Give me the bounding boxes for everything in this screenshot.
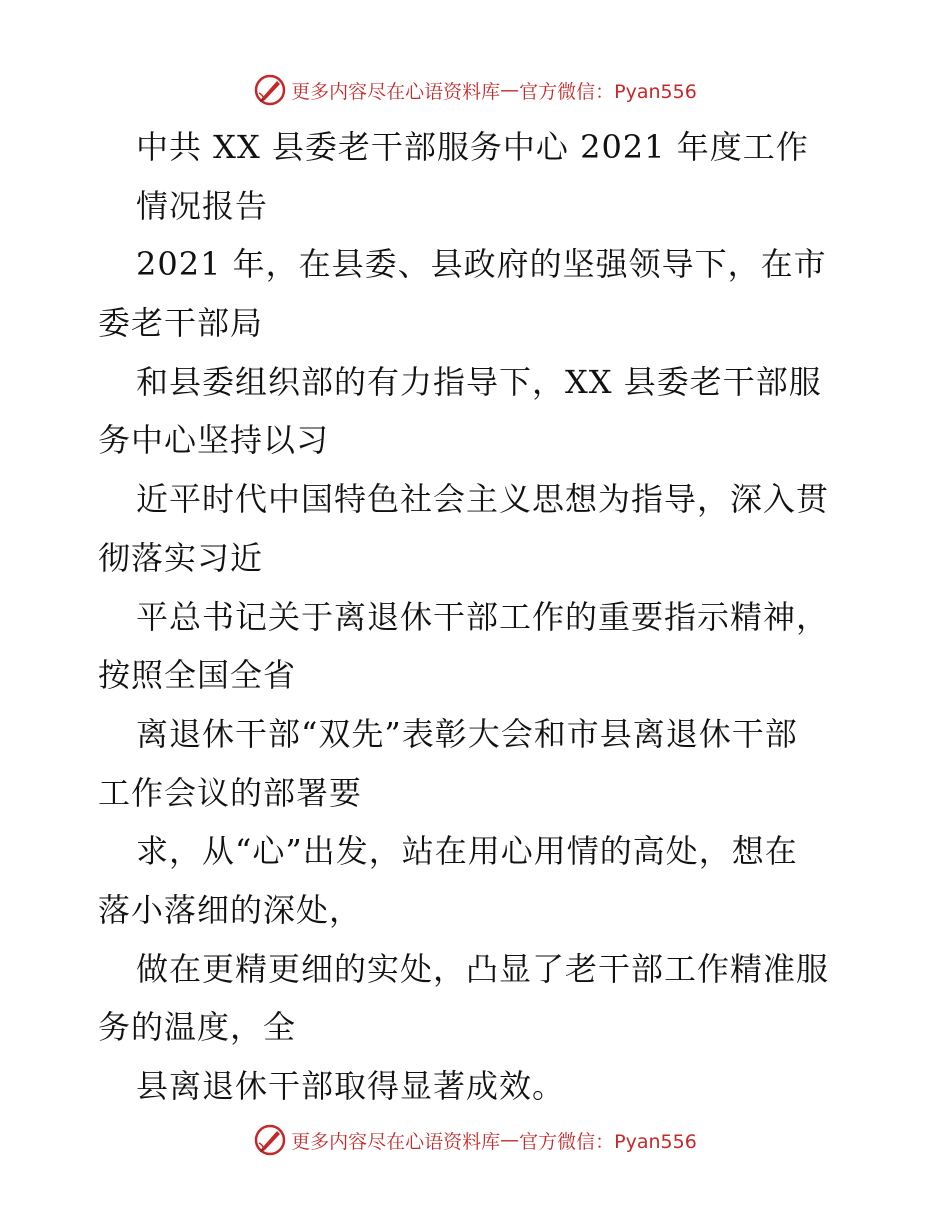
text-line: 求，从“心”出发，站在用心用情的高处，想在 <box>136 832 798 871</box>
text-line: 务中心坚持以习 <box>98 421 330 460</box>
text-line: 2021 年，在县委、县政府的坚强领导下，在市 <box>136 245 827 284</box>
text-line: 县离退休干部取得显著成效。 <box>136 1067 566 1105</box>
footer-watermark <box>0 1120 950 1160</box>
watermark-separator: — <box>500 79 520 101</box>
text-line: 务的温度，全 <box>98 1008 297 1047</box>
document-body <box>98 118 858 1116</box>
text-line: 情况报告 <box>136 186 269 225</box>
text-line: 做在更精更细的实处，凸显了老干部工作精准服 <box>136 949 830 988</box>
text-line: 按照全国全省 <box>98 656 297 695</box>
quill-pen-logo <box>253 73 287 107</box>
watermark-main-text: 更多内容尽在心语资料库 <box>291 1130 501 1153</box>
text-line: 和县委组织部的有力指导下，XX 县委老干部服 <box>136 362 822 401</box>
text-line: 离退休干部“双先”表彰大会和市县离退休干部 <box>136 714 798 753</box>
watermark-main-text: 更多内容尽在心语资料库 <box>291 80 501 103</box>
text-line: 中共 XX 县委老干部服务中心 2021 年度工作 <box>136 128 809 166</box>
quill-pen-logo <box>253 1123 287 1157</box>
watermark-wechat-text: 官方微信：Pyan556 <box>519 80 697 103</box>
text-line: 委老干部局 <box>98 304 264 343</box>
text-line: 近平时代中国特色社会主义思想为指导，深入贯 <box>136 480 830 519</box>
text-line: 落小落细的深处， <box>98 890 363 929</box>
text-line: 彻落实习近 <box>98 538 264 577</box>
watermark-separator: — <box>500 1129 520 1151</box>
text-line: 工作会议的部署要 <box>98 773 363 812</box>
header-watermark <box>0 70 950 110</box>
text-line: 平总书记关于离退休干部工作的重要指示精神， <box>136 597 830 636</box>
watermark-wechat-text: 官方微信：Pyan556 <box>519 1130 697 1153</box>
